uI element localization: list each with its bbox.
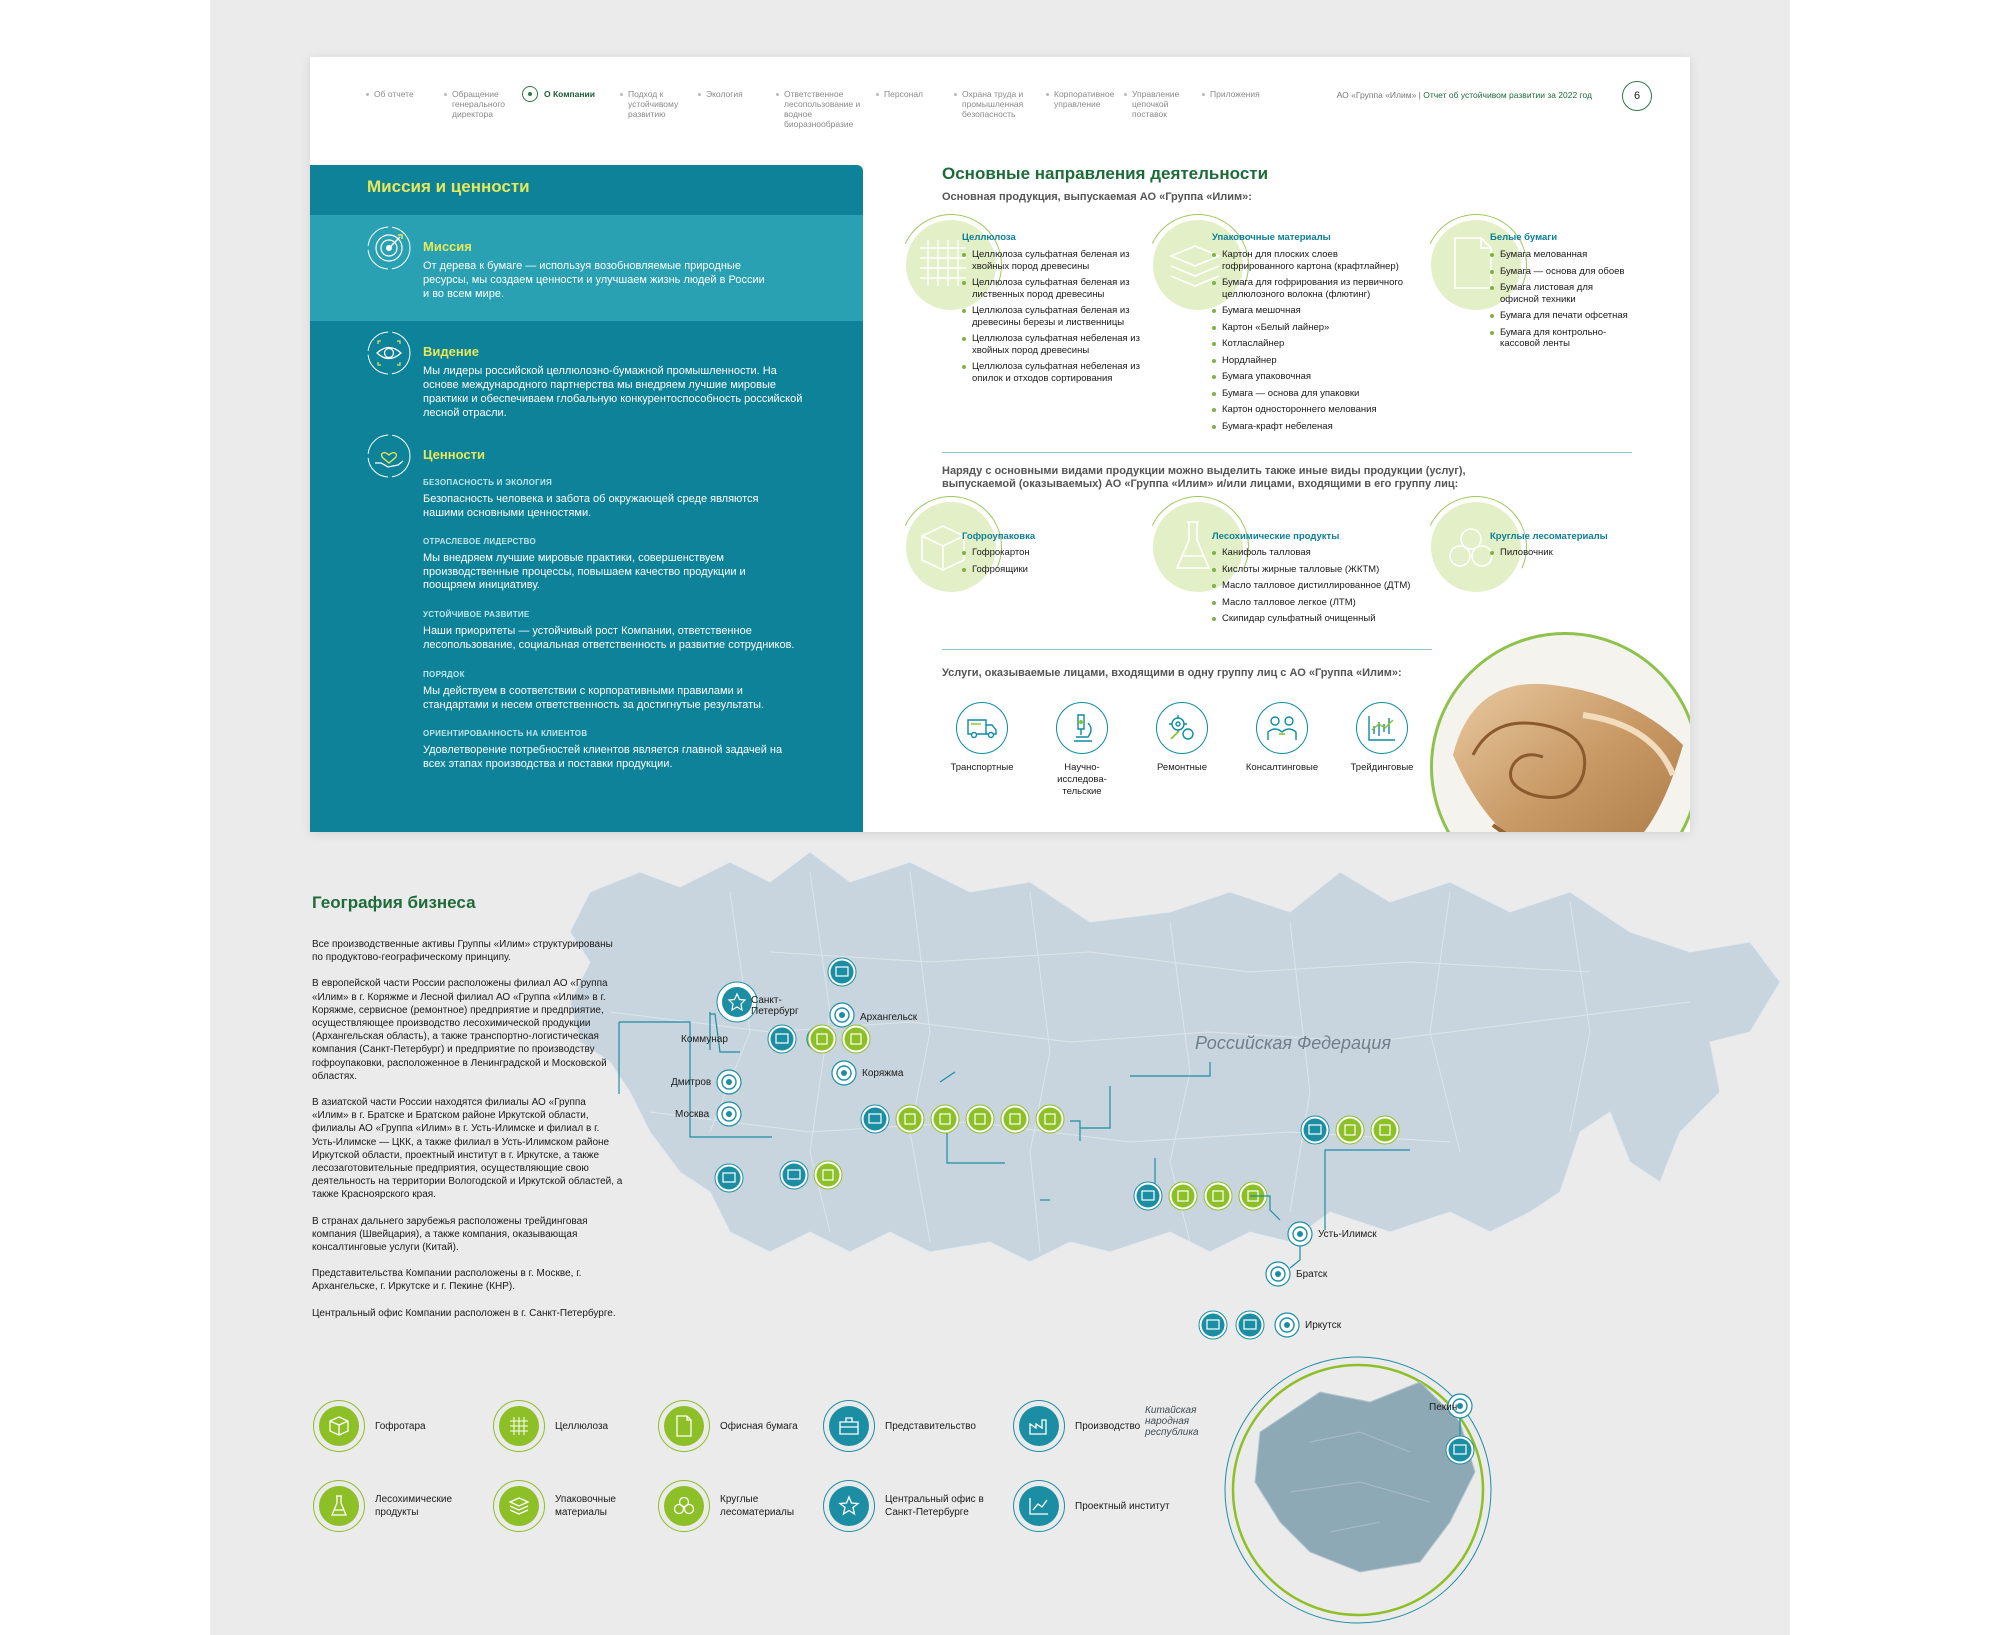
koryazhma-pin [832, 1061, 856, 1085]
nav-item-supply-chain[interactable]: Управление цепочкой поставок [1124, 89, 1188, 129]
legend-label: Целлюлоза [555, 1420, 609, 1432]
values-heading: Ценности [423, 447, 485, 462]
list-item: Бумага — основа для упаковки [1212, 388, 1412, 400]
bratsk-pin [1266, 1262, 1290, 1286]
geography-paragraph: В странах дальнего зарубежья расположены трейдинговая компания (Швейцария), а также компания, оказывающая консалтинговые услуги (Китай). [312, 1215, 588, 1254]
chart-icon [1028, 1496, 1050, 1516]
service-label: Транспортные [950, 762, 1014, 773]
product-group-title: Лесохимические продукты [1212, 531, 1340, 542]
legend-label: Круглые лесоматериалы [720, 1494, 795, 1518]
box-marker [842, 1025, 870, 1053]
dmitrov-pin [717, 1070, 741, 1094]
factory-marker [861, 1105, 889, 1133]
list-item: Целлюлоза сульфатная беленая из хвойных пород древесины [962, 249, 1142, 272]
map-markers [210, 0, 1790, 1635]
factory-marker [768, 1025, 796, 1053]
city-label: Иркутск [1305, 1320, 1342, 1331]
box-marker [808, 1025, 836, 1053]
list-item: Целлюлоза сульфатная беленая из древесины березы и лиственницы [962, 305, 1142, 328]
city-label: Дмитров [671, 1077, 712, 1088]
legend-label: Лесохимические продукты [375, 1494, 453, 1518]
legend-wood-chemicals [313, 1480, 485, 1532]
list-item: Канифоль талловая [1212, 547, 1412, 559]
city-label: Усть-Илимск [1318, 1229, 1377, 1240]
country-label-russia: Российская Федерация [1195, 1033, 1391, 1053]
office-marker [1199, 1311, 1227, 1339]
legend-pulp [493, 1400, 665, 1452]
geography-paragraph: Все производственные активы Группы «Илим» структурированы по продуктово-географическому принципу. [312, 939, 613, 964]
list-item: Котласлайнер [1212, 338, 1412, 350]
nav-item-sustainability[interactable]: Подход к устойчивому развитию [620, 89, 684, 129]
legend-roundwood [658, 1480, 830, 1532]
factory-marker [780, 1161, 808, 1189]
office-marker [1446, 1436, 1474, 1464]
list-item: Кислоты жирные талловые (ЖКТМ) [1212, 564, 1412, 576]
list-item: Целлюлоза сульфатная беленая из лиственных пород древесины [962, 277, 1142, 300]
city-label: Пекин [1429, 1402, 1458, 1413]
legend-label: Производство [1075, 1420, 1141, 1432]
value-text: Наши приоритеты — устойчивый рост Компании, ответственное лесопользование, социальная ответственность и развитие сотрудников. [423, 625, 795, 651]
list-item: Целлюлоза сульфатная небеленая из хвойных пород древесины [962, 333, 1142, 356]
nav-item-safety[interactable]: Охрана труда и промышленная безопасность [954, 89, 1032, 129]
irkutsk-pin [1275, 1313, 1299, 1337]
other-products-note: Наряду с основными видами продукции можно выделить также иные виды продукции (услуг), выпускаемой (оказываемых) АО «Группа «Илим» и/или лицами, входящими в его группу лиц: [942, 465, 1466, 490]
list-item: Бумага для гофрирования из первичного целлюлозного волокна (флютинг) [1212, 277, 1412, 300]
legend-label: Упаковочные материалы [555, 1494, 616, 1518]
value-title: ПОРЯДОК [423, 670, 465, 679]
list-item: Нордлайнер [1212, 355, 1412, 367]
list-item: Бумага для печати офсетная [1490, 310, 1630, 322]
nav-item-about-report[interactable]: Об отчете [366, 89, 430, 129]
legend-label: Гофротара [375, 1420, 426, 1432]
flask-icon [330, 1495, 348, 1517]
legend-design-institute [1013, 1480, 1185, 1532]
list-item: Гофроящики [962, 564, 1082, 576]
office-marker [715, 1164, 743, 1192]
list-item: Картон «Белый лайнер» [1212, 322, 1412, 334]
list-item: Пиловочник [1490, 547, 1610, 559]
briefcase-icon [838, 1416, 860, 1436]
city-label: Москва [675, 1109, 710, 1120]
flask-marker [931, 1105, 959, 1133]
institute-marker [1236, 1311, 1264, 1339]
paper-icon [675, 1415, 693, 1437]
list-item: Бумага листовая для офисной техники [1490, 282, 1630, 305]
value-text: Безопасность человека и забота об окружающей среде являются нашими основными ценностями. [423, 493, 759, 519]
list-item: Картон одностороннего мелования [1212, 404, 1412, 416]
layers-icon [508, 1496, 530, 1516]
services-note: Услуги, оказываемые лицами, входящими в одну группу лиц с АО «Группа «Илим»: [942, 667, 1402, 679]
legend-production [1013, 1400, 1185, 1452]
box-icon [328, 1415, 350, 1437]
product-group-title: Гофроупаковка [962, 531, 1036, 542]
geography-paragraph: Представительства Компании расположены в г. Москве, г. Архангельске, г. Иркутске и г. Пекине (КНР). [312, 1268, 582, 1293]
factory-marker [1134, 1182, 1162, 1210]
product-group-title: Белые бумаги [1490, 232, 1558, 243]
mission-panel-title: Миссия и ценности [367, 177, 530, 196]
nav-item-appendices[interactable]: Приложения [1202, 89, 1266, 129]
factory-marker [1301, 1116, 1329, 1144]
pulp-marker [1036, 1105, 1064, 1133]
page-number: 6 [1622, 81, 1652, 111]
geography-title: География бизнеса [312, 893, 476, 912]
list-item: Бумага — основа для обоев [1490, 266, 1630, 278]
activities-title: Основные направления деятельности [942, 164, 1269, 183]
list-item: Масло талловое дистиллированное (ДТМ) [1212, 580, 1412, 592]
vision-text: Мы лидеры российской целлюлозно-бумажной промышленности. На основе международного партнерства мы внедряем лучшие мировые практики и обеспечиваем глобальную конкурентоспособность российской лесной отрасли. [423, 365, 803, 419]
legend-label: Проектный институт [1075, 1500, 1170, 1512]
value-title: ОТРАСЛЕВОЕ ЛИДЕРСТВО [423, 537, 537, 546]
logs-marker [966, 1105, 994, 1133]
nav-item-ecology[interactable]: Экология [698, 89, 762, 129]
nav-item-ceo-address[interactable]: Обращение генерального директора [444, 89, 508, 129]
value-title: ОРИЕНТИРОВАННОСТЬ НА КЛИЕНТОВ [423, 729, 588, 738]
value-text: Удовлетворение потребностей клиентов является главной задачей на всех этапах производства и поставки продукции. [423, 744, 783, 770]
service-label: Научно-исследова-тельские [1057, 762, 1107, 797]
list-item: Картон для плоских слоев гофрированного картона (крафтлайнер) [1212, 249, 1412, 272]
city-label: Коммунар [681, 1034, 728, 1045]
legend-head-office [823, 1480, 1005, 1532]
canvas [210, 0, 1790, 1635]
value-title: УСТОЙЧИВОЕ РАЗВИТИЕ [423, 610, 530, 619]
city-label: Санкт-Петербург [751, 995, 799, 1017]
city-label: Архангельск [860, 1012, 918, 1023]
product-group-title: Целлюлоза [962, 232, 1016, 243]
logs-icon [673, 1497, 695, 1515]
nav-item-governance[interactable]: Корпоративное управление [1046, 89, 1110, 129]
office-marker [828, 958, 856, 986]
box-marker [1169, 1182, 1197, 1210]
activities-subtitle: Основная продукция, выпускаемая АО «Группа «Илим»: [942, 191, 1252, 203]
list-item: Бумага упаковочная [1212, 371, 1412, 383]
legend-representative-office [823, 1400, 995, 1452]
legend-label: Представительство [885, 1420, 976, 1432]
arkhangelsk-pin [830, 1003, 854, 1027]
city-label: Братск [1296, 1269, 1328, 1280]
country-label-china: Китайская народная республика [1145, 1405, 1199, 1438]
service-label: Трейдинговые [1350, 762, 1414, 773]
report-identifier: АО «Группа «Илим» | Отчет об устойчивом развитии за 2022 год [1336, 90, 1592, 100]
mission-text: От дерева к бумаге — используя возобновляемые природные ресурсы, мы создаем ценности и улучшаем жизнь людей в России и во всем мире. [423, 260, 765, 300]
legend-label: Офисная бумага [720, 1420, 798, 1432]
logs-marker [1336, 1116, 1364, 1144]
service-label: Консалтинговые [1245, 762, 1319, 773]
product-group-title: Упаковочные материалы [1212, 232, 1331, 243]
pulp-icon [509, 1416, 529, 1436]
list-item: Гофрокартон [962, 547, 1082, 559]
legend-office-paper [658, 1400, 830, 1452]
geography-paragraph: Центральный офис Компании расположен в г. Санкт-Петербурге. [312, 1307, 616, 1319]
list-item: Бумага мешочная [1212, 305, 1412, 317]
geography-paragraph: В азиатской части России находятся филиалы АО «Группа «Илим» в г. Братске и Братском районе Иркутской области, филиалы АО «Группа «Илим» в г. Усть-Илимске и филиал в г. Усть-Илимске — ЦКК, а также филиал в Усть-Илимском районе Иркутской области, проектный институт в г. Иркутске, а также лесозаготовительные предприятия, осуществляющие свою деятельность на территории Вологодской и Иркутской областей, а также Красноярского края. [312, 1097, 623, 1201]
value-text: Мы внедряем лучшие мировые практики, совершенствуем производственные процессы, повышаем качество продукции и поощряем инициативу. [423, 552, 746, 591]
nav-item-about-company[interactable]: О Компании [522, 89, 606, 129]
value-text: Мы действуем в соответствии с корпоративными правилами и стандартами и несем ответственность за достигнутые результаты. [423, 685, 765, 711]
star-icon [838, 1495, 860, 1517]
list-item: Бумага мелованная [1490, 249, 1630, 261]
ust-ilimsk-pin [1288, 1222, 1312, 1246]
nav-item-forestry[interactable]: Ответственное лесопользование и водное биоразнообразие [776, 89, 862, 129]
box-marker [814, 1161, 842, 1189]
moscow-pin [717, 1102, 741, 1126]
value-title: БЕЗОПАСНОСТЬ И ЭКОЛОГИЯ [423, 478, 553, 487]
mission-heading: Миссия [423, 239, 472, 254]
paper-marker [896, 1105, 924, 1133]
city-label: Коряжма [862, 1068, 904, 1079]
service-label: Ремонтные [1157, 762, 1207, 773]
nav-item-personnel[interactable]: Персонал [876, 89, 940, 129]
vision-heading: Видение [423, 344, 479, 359]
list-item: Бумага для контрольно-кассовой ленты [1490, 327, 1630, 350]
geography-paragraph: В европейской части России расположены филиал АО «Группа «Илим» в г. Коряжме и Лесной филиал АО «Группа «Илим» в г. Коряжме, сервисное (ремонтное) предприятие и предприятие, осуществляющее производство лесохимической продукции (Архангельская область), а также транспортно-логистическая компания (Санкт-Петербург) и предприятие по производству гофроупаковки, расположенное в Ленинградской и Московской областях. [312, 978, 608, 1082]
list-item: Бумага-крафт небеленая [1212, 421, 1412, 433]
legend-packaging [493, 1480, 665, 1532]
list-item: Скипидар сульфатный очищенный [1212, 613, 1412, 625]
list-item: Масло талловое легкое (ЛТМ) [1212, 597, 1412, 609]
factory-icon [1028, 1416, 1050, 1436]
pulp-marker [1371, 1116, 1399, 1144]
legend-corrugated [313, 1400, 485, 1452]
list-item: Целлюлоза сульфатная небеленая из опилок и отходов сортирования [962, 361, 1142, 384]
product-group-title: Круглые лесоматериалы [1490, 531, 1608, 542]
logs-marker [1204, 1182, 1232, 1210]
legend-label: Центральный офис в Санкт-Петербурге [885, 1494, 984, 1518]
layers-marker [1001, 1105, 1029, 1133]
